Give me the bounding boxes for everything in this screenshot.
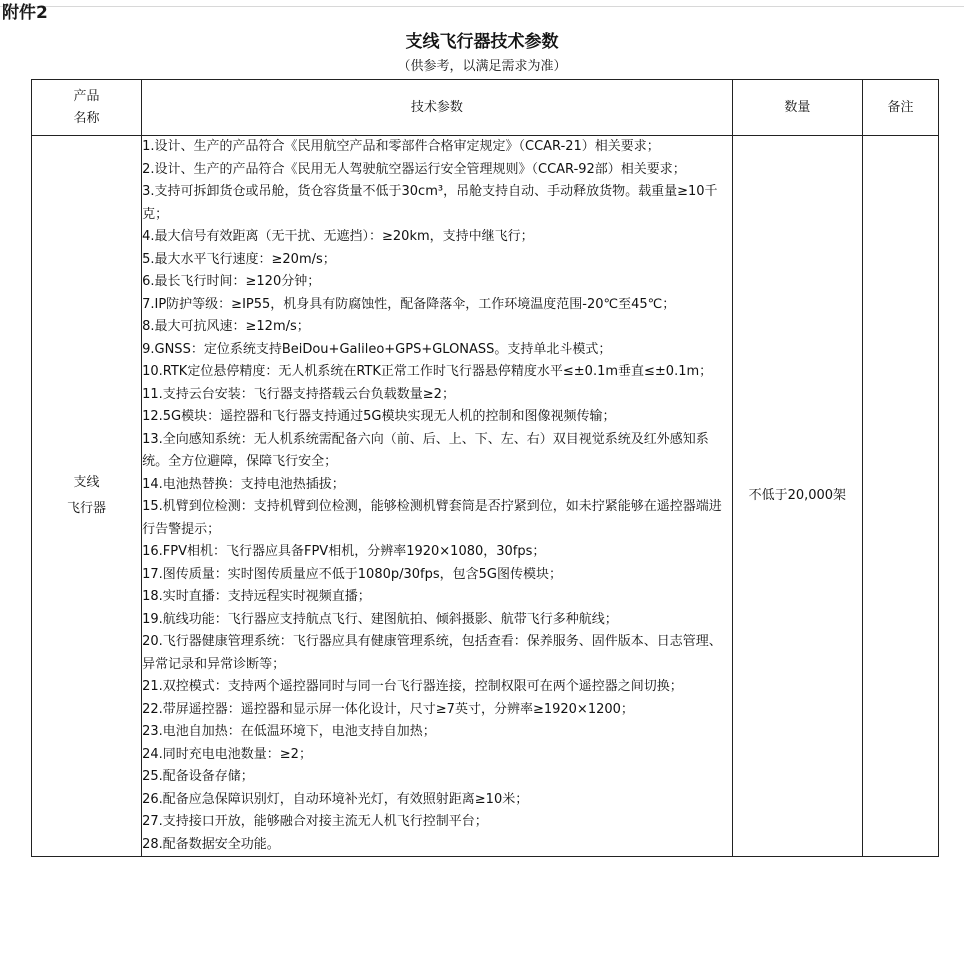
param-item: 15.机臂到位检测：支持机臂到位检测，能够检测机臂套筒是否拧紧到位，如未拧紧能够在遥控器端进行告警提示； xyxy=(142,499,722,537)
param-item: 7.IP防护等级：≥IP55，机身具有防腐蚀性，配备降落伞，工作环境温度范围-20℃至45℃； xyxy=(142,296,676,312)
table-row xyxy=(32,136,939,857)
header-quantity: 数量 xyxy=(732,80,862,136)
param-item: 26.配备应急保障识别灯，自动环境补光灯，有效照射距离≥10米； xyxy=(142,791,529,807)
param-item: 1.设计、生产的产品符合《民用航空产品和零部件合格审定规定》（CCAR-21）相关要求； xyxy=(142,139,660,154)
param-item: 20.飞行器健康管理系统：飞行器应具有健康管理系统，包括查看：保养服务、固件版本、日志管理、异常记录和异常诊断等； xyxy=(142,634,722,672)
table-header-row xyxy=(32,80,939,136)
param-item: 18.实时直播：支持远程实时视频直播； xyxy=(142,589,371,604)
param-item: 3.支持可拆卸货仓或吊舱，货仓容货量不低于30cm³，吊舱支持自动、手动释放货物。载重量≥10千克； xyxy=(142,184,718,222)
param-item: 13.全向感知系统：无人机系统需配备六向（前、后、上、下、左、右）双目视觉系统及红外感知系统。全方位避障，保障飞行安全； xyxy=(142,431,709,469)
param-item: 24.同时充电电池数量：≥2； xyxy=(142,746,312,762)
product-line1: 支线 xyxy=(73,475,100,490)
header-rule xyxy=(0,6,964,7)
remark-cell xyxy=(862,136,938,857)
param-item: 25.配备设备存储； xyxy=(142,769,254,784)
param-item: 16.FPV相机：飞行器应具备FPV相机，分辨率1920×1080，30fps； xyxy=(142,544,546,559)
param-item: 22.带屏遥控器：遥控器和显示屏一体化设计，尺寸≥7英寸，分辨率≥1920×1200； xyxy=(142,701,634,717)
param-item: 11.支持云台安装：飞行器支持搭载云台负载数量≥2； xyxy=(142,386,455,402)
param-item: 10.RTK定位悬停精度：无人机系统在RTK正常工作时飞行器悬停精度水平≤±0.1m垂直≤±0.1m； xyxy=(142,364,713,379)
document-subtitle: （供参考，以满足需求为准） xyxy=(397,59,567,74)
param-item: 2.设计、生产的产品符合《民用无人驾驶航空器运行安全管理规则》（CCAR-92部）相关要求； xyxy=(142,161,686,177)
param-item: 12.5G模块：遥控器和飞行器支持通过5G模块实现无人机的控制和图像视频传输； xyxy=(142,409,616,424)
header-product-line2: 名称 xyxy=(73,110,100,126)
param-item: 5.最大水平飞行速度：≥20m/s； xyxy=(142,251,336,267)
param-item: 21.双控模式：支持两个遥控器同时与同一台飞行器连接，控制权限可在两个遥控器之间切换； xyxy=(142,679,683,694)
header-params: 技术参数 xyxy=(142,80,733,136)
header-product-name xyxy=(32,80,142,136)
param-item: 4.最大信号有效距离（无干扰、无遮挡）：≥20km，支持中继飞行； xyxy=(142,229,534,244)
param-item: 28.配备数据安全功能。 xyxy=(142,836,280,852)
param-item: 8.最大可抗风速：≥12m/s； xyxy=(142,319,310,334)
param-item: 17.图传质量：实时图传质量应不低于1080p/30fps，包含5G图传模块； xyxy=(142,566,562,582)
param-item: 19.航线功能：飞行器应支持航点飞行、建图航拍、倾斜摄影、航带飞行多种航线； xyxy=(142,611,618,627)
param-item: 23.电池自加热：在低温环境下，电池支持自加热； xyxy=(142,724,436,739)
param-item: 6.最长飞行时间：≥120分钟； xyxy=(142,274,321,289)
document-title: 支线飞行器技术参数 xyxy=(405,32,559,52)
product-name-cell xyxy=(32,136,142,857)
param-item: 27.支持接口开放，能够融合对接主流无人机飞行控制平台； xyxy=(142,814,488,829)
spec-table xyxy=(31,79,939,857)
header-product-line1: 产品 xyxy=(73,88,100,104)
product-line2: 飞行器 xyxy=(67,501,107,516)
param-item: 9.GNSS：定位系统支持BeiDou+Galileo+GPS+GLONASS。支持单北斗模式； xyxy=(142,341,612,357)
param-item: 14.电池热替换：支持电池热插拔； xyxy=(142,476,345,492)
quantity-cell: 不低于20,000架 xyxy=(732,136,862,857)
attachment-label: 附件2 xyxy=(2,3,48,23)
header-remark: 备注 xyxy=(862,80,938,136)
params-cell xyxy=(142,136,733,857)
